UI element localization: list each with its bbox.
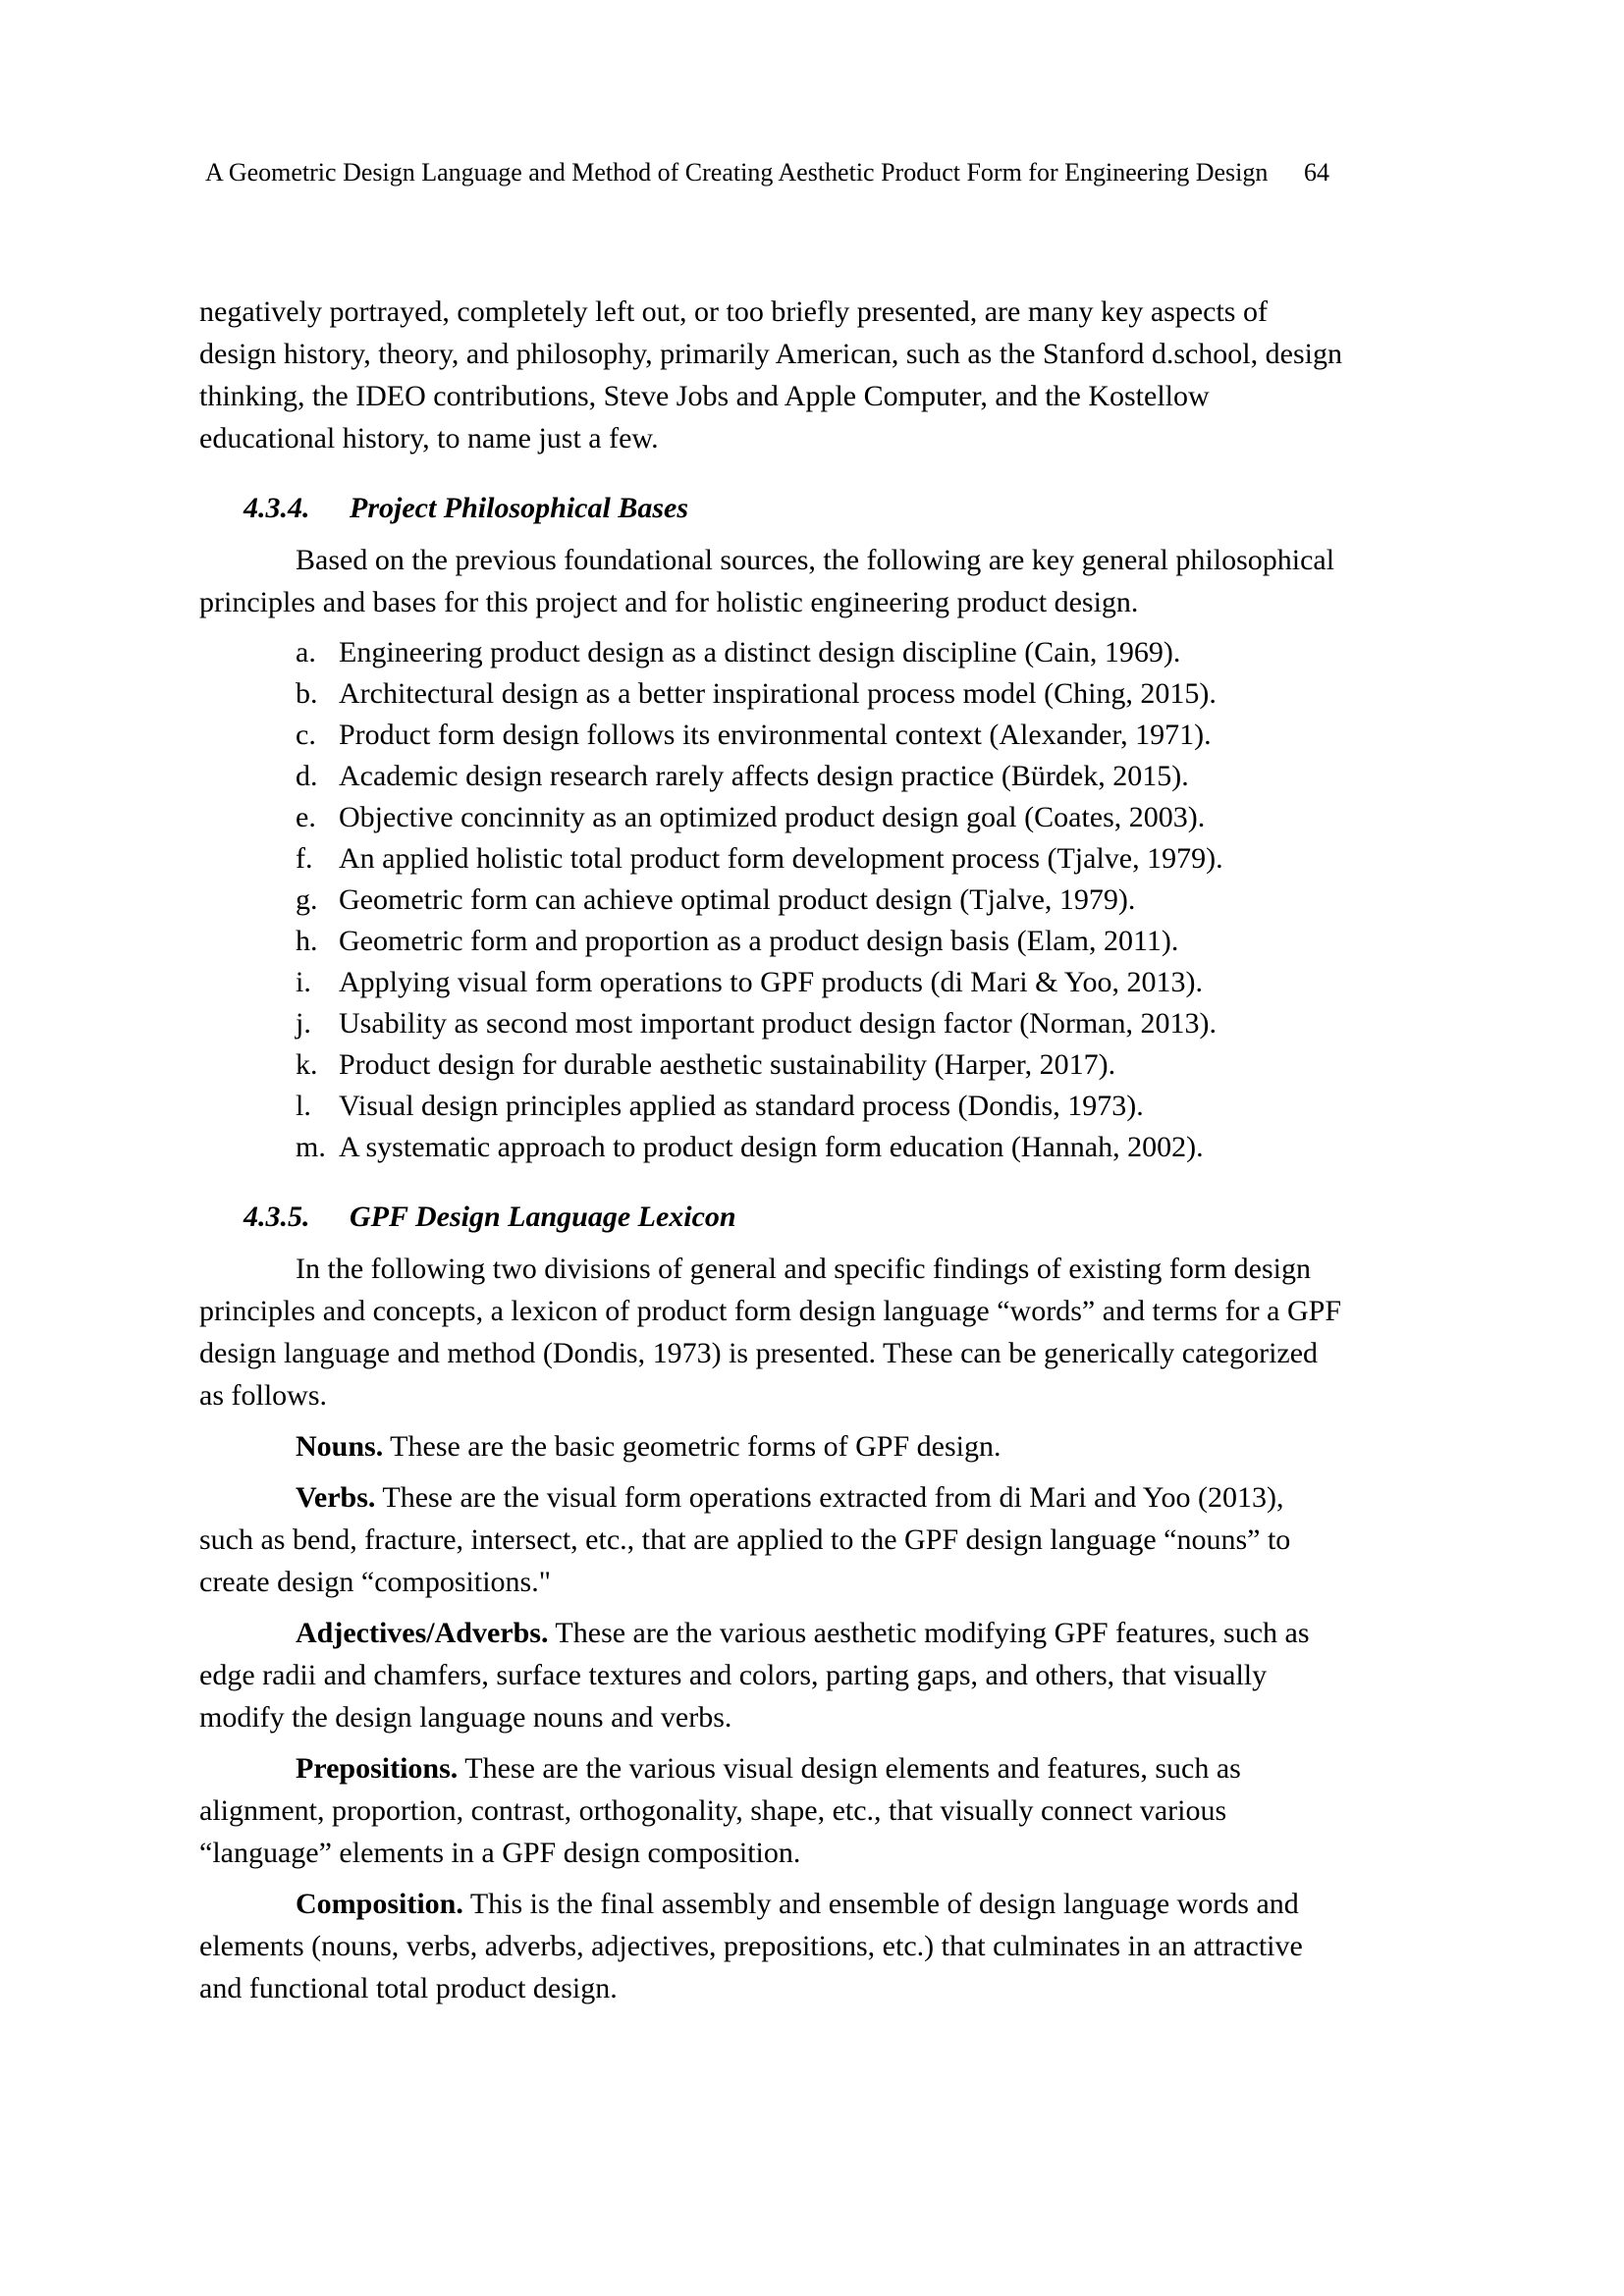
labeled-paragraph: Adjectives/Adverbs. These are the various aesthetic modifying GPF features, such as edge radii and chamfers, surface textures and colors, parting gaps, and others, that visually modify the design language nouns and verbs. bbox=[199, 1617, 1310, 1734]
list-item-label: a. bbox=[296, 636, 316, 668]
list-item bbox=[296, 880, 1343, 921]
list-item-text: Academic design research rarely affects design practice (Bürdek, 2015). bbox=[339, 760, 1189, 792]
list-item bbox=[296, 962, 1343, 1003]
list-item-label: h. bbox=[296, 925, 318, 957]
list-item-label: c. bbox=[296, 719, 316, 751]
section-heading-number: 4.3.5. bbox=[244, 1201, 310, 1233]
list-item-text: An applied holistic total product form development process (Tjalve, 1979). bbox=[339, 842, 1223, 875]
paragraph-lead-label: Adjectives/Adverbs. bbox=[296, 1617, 549, 1649]
list-item-text: Visual design principles applied as standard process (Dondis, 1973). bbox=[339, 1090, 1144, 1122]
list-item-label: b. bbox=[296, 677, 318, 710]
list-item bbox=[296, 632, 1343, 673]
list-item-label: d. bbox=[296, 760, 318, 792]
section-heading-number: 4.3.4. bbox=[244, 492, 310, 524]
list-item-text: Geometric form and proportion as a product design basis (Elam, 2011). bbox=[339, 925, 1179, 957]
list-item-text: A systematic approach to product design form education (Hannah, 2002). bbox=[339, 1131, 1204, 1163]
list-item bbox=[296, 838, 1343, 880]
section-heading-title: Project Philosophical Bases bbox=[350, 492, 688, 524]
list-item-text: Objective concinnity as an optimized product design goal (Coates, 2003). bbox=[339, 801, 1206, 833]
lettered-list bbox=[199, 632, 1343, 1168]
paragraph-lead-label: Verbs. bbox=[296, 1481, 376, 1514]
list-item bbox=[296, 1003, 1343, 1044]
list-item bbox=[296, 797, 1343, 838]
document-content bbox=[199, 291, 1343, 2009]
running-head-title: A Geometric Design Language and Method of Creating Aesthetic Product Form for Engineering Design bbox=[205, 158, 1269, 187]
list-item-label: k. bbox=[296, 1048, 318, 1081]
labeled-paragraph: Nouns. These are the basic geometric forms of GPF design. bbox=[296, 1430, 1001, 1463]
list-item-text: Applying visual form operations to GPF products (di Mari & Yoo, 2013). bbox=[339, 966, 1203, 998]
paragraph-lead-label: Nouns. bbox=[296, 1430, 384, 1463]
list-item-label: i. bbox=[296, 966, 311, 998]
list-item-label: f. bbox=[296, 842, 313, 875]
page-number: 64 bbox=[1304, 158, 1329, 187]
list-item-text: Usability as second most important product design factor (Norman, 2013). bbox=[339, 1007, 1217, 1040]
list-item-label: m. bbox=[296, 1131, 326, 1163]
list-item bbox=[296, 673, 1343, 715]
list-item bbox=[296, 1044, 1343, 1086]
list-item bbox=[296, 921, 1343, 962]
labeled-paragraph: Verbs. These are the visual form operations extracted from di Mari and Yoo (2013), such as bend, fracture, intersect, etc., that are applied to the GPF design language “nouns” to create design “compositions." bbox=[199, 1481, 1291, 1598]
list-item-text: Architectural design as a better inspirational process model (Ching, 2015). bbox=[339, 677, 1217, 710]
section-heading bbox=[244, 1196, 1343, 1238]
running-head bbox=[199, 157, 1343, 188]
paragraph: In the following two divisions of general and specific findings of existing form design principles and concepts, a lexicon of product form design language “words” and terms for a GPF design language and method (Dondis, 1973) is presented. These can be generically categorized as follows. bbox=[199, 1253, 1341, 1412]
paragraph: Based on the previous foundational sources, the following are key general philosophical principles and bases for this project and for holistic engineering product design. bbox=[199, 544, 1335, 618]
list-item-text: Engineering product design as a distinct design discipline (Cain, 1969). bbox=[339, 636, 1181, 668]
list-item-text: Product form design follows its environmental context (Alexander, 1971). bbox=[339, 719, 1212, 751]
list-item-label: j. bbox=[296, 1007, 311, 1040]
list-item bbox=[296, 756, 1343, 797]
paragraph-lead-label: Composition. bbox=[296, 1888, 463, 1920]
section-heading-title: GPF Design Language Lexicon bbox=[350, 1201, 736, 1233]
list-item bbox=[296, 1086, 1343, 1127]
section-heading bbox=[244, 487, 1343, 529]
list-item-label: g. bbox=[296, 883, 318, 916]
list-item bbox=[296, 715, 1343, 756]
list-item-text: Product design for durable aesthetic sustainability (Harper, 2017). bbox=[339, 1048, 1116, 1081]
labeled-paragraph: Prepositions. These are the various visual design elements and features, such as alignment, proportion, contrast, orthogonality, shape, etc., that visually connect various “language” elements in a GPF design composition. bbox=[199, 1752, 1241, 1869]
list-item-label: l. bbox=[296, 1090, 311, 1122]
labeled-paragraph: Composition. This is the final assembly and ensemble of design language words and elements (nouns, verbs, adverbs, adjectives, prepositions, etc.) that culminates in an attractive and functional total product design. bbox=[199, 1888, 1303, 2004]
list-item-text: Geometric form can achieve optimal product design (Tjalve, 1979). bbox=[339, 883, 1136, 916]
list-item bbox=[296, 1127, 1343, 1168]
paragraph: negatively portrayed, completely left out, or too briefly presented, are many key aspects of design history, theory, and philosophy, primarily American, such as the Stanford d.school, design thinking, the IDEO contributions, Steve Jobs and Apple Computer, and the Kostellow educational history, to name just a few. bbox=[199, 295, 1342, 454]
paragraph-lead-label: Prepositions. bbox=[296, 1752, 459, 1785]
list-item-label: e. bbox=[296, 801, 316, 833]
